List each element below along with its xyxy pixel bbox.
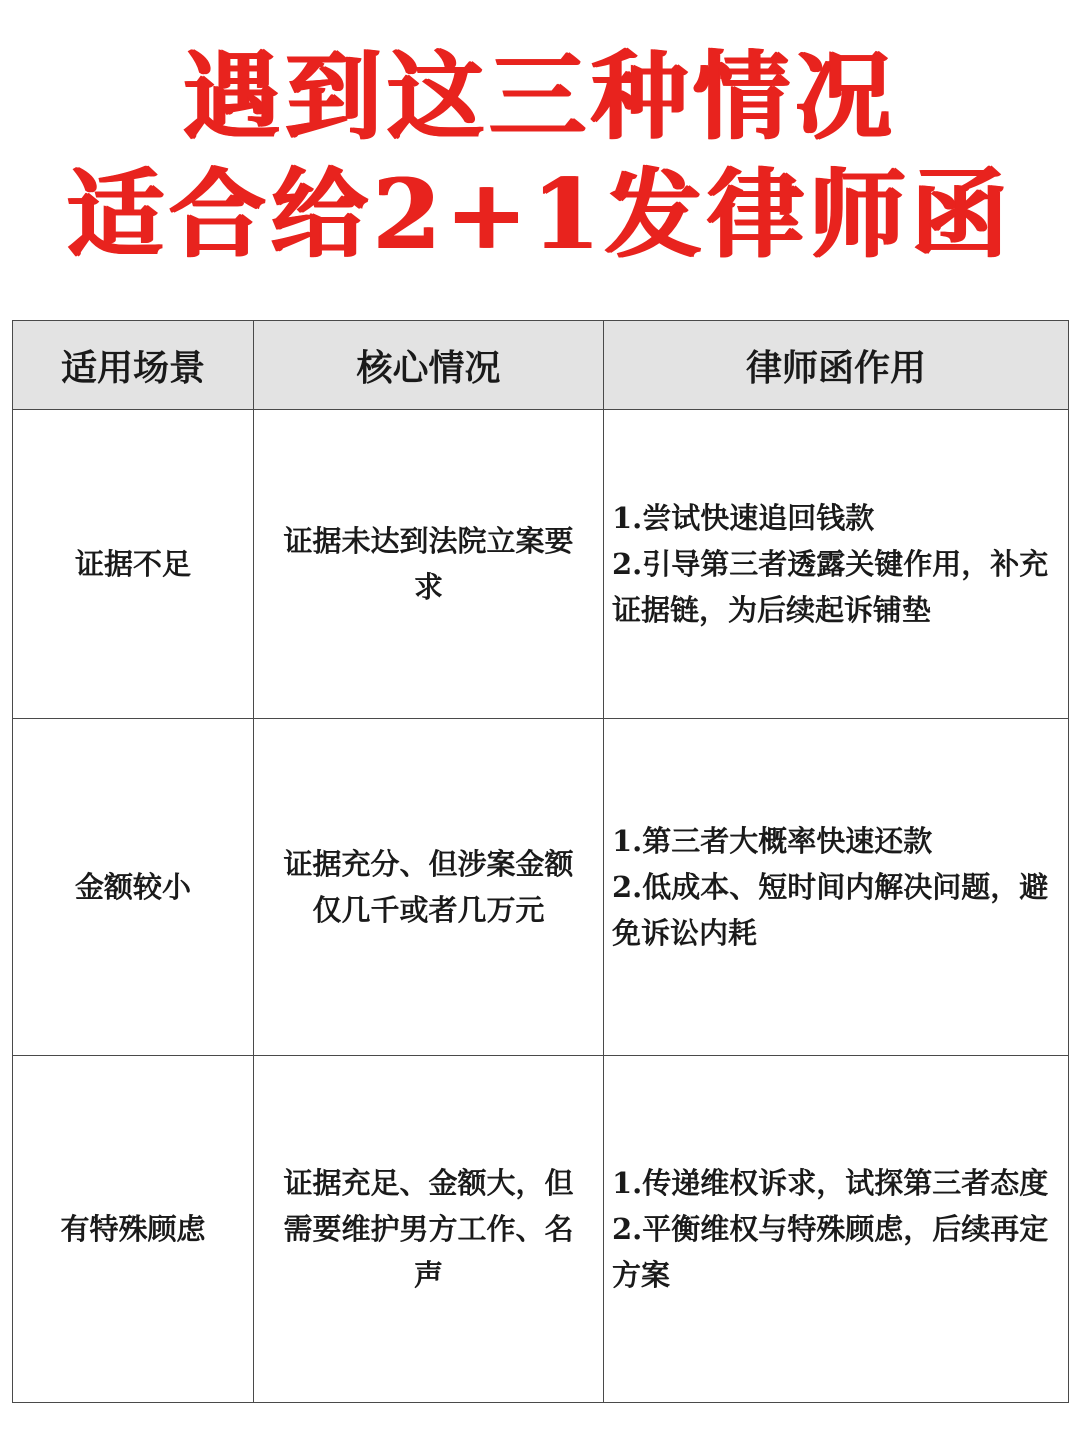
table-row xyxy=(13,719,1069,1056)
table-row xyxy=(13,1056,1069,1403)
cell-effect xyxy=(604,719,1069,1056)
page-title xyxy=(0,38,1080,274)
table-header-row xyxy=(13,321,1069,410)
table-body xyxy=(13,410,1069,1403)
effect-item: 1.第三者大概率快速还款 xyxy=(612,824,933,858)
header-scene: 适用场景 xyxy=(13,321,254,410)
cell-core: 证据未达到法院立案要求 xyxy=(254,410,604,719)
cell-scene: 证据不足 xyxy=(13,410,254,719)
header-core: 核心情况 xyxy=(254,321,604,410)
effect-item: 1.尝试快速追回钱款 xyxy=(612,501,875,535)
header-effect: 律师函作用 xyxy=(604,321,1069,410)
comparison-table xyxy=(12,320,1069,1403)
cell-effect xyxy=(604,1056,1069,1403)
cell-scene: 金额较小 xyxy=(13,719,254,1056)
cell-core: 证据充分、但涉案金额仅几千或者几万元 xyxy=(254,719,604,1056)
effect-item: 2.平衡维权与特殊顾虑，后续再定方案 xyxy=(612,1212,1049,1292)
effect-item: 2.低成本、短时间内解决问题，避免诉讼内耗 xyxy=(612,870,1049,950)
cell-scene: 有特殊顾虑 xyxy=(13,1056,254,1403)
table-header xyxy=(13,321,1069,410)
title-line-2: 适合给2+1发律师函 xyxy=(66,158,1014,271)
effect-item: 2.引导第三者透露关键作用，补充证据链，为后续起诉铺垫 xyxy=(612,547,1049,627)
effect-item: 1.传递维权诉求，试探第三者态度 xyxy=(612,1166,1049,1200)
cell-effect xyxy=(604,410,1069,719)
table-row xyxy=(13,410,1069,719)
title-line-1: 遇到这三种情况 xyxy=(183,40,897,153)
comparison-table-container xyxy=(12,320,1068,1403)
cell-core: 证据充足、金额大，但需要维护男方工作、名声 xyxy=(254,1056,604,1403)
